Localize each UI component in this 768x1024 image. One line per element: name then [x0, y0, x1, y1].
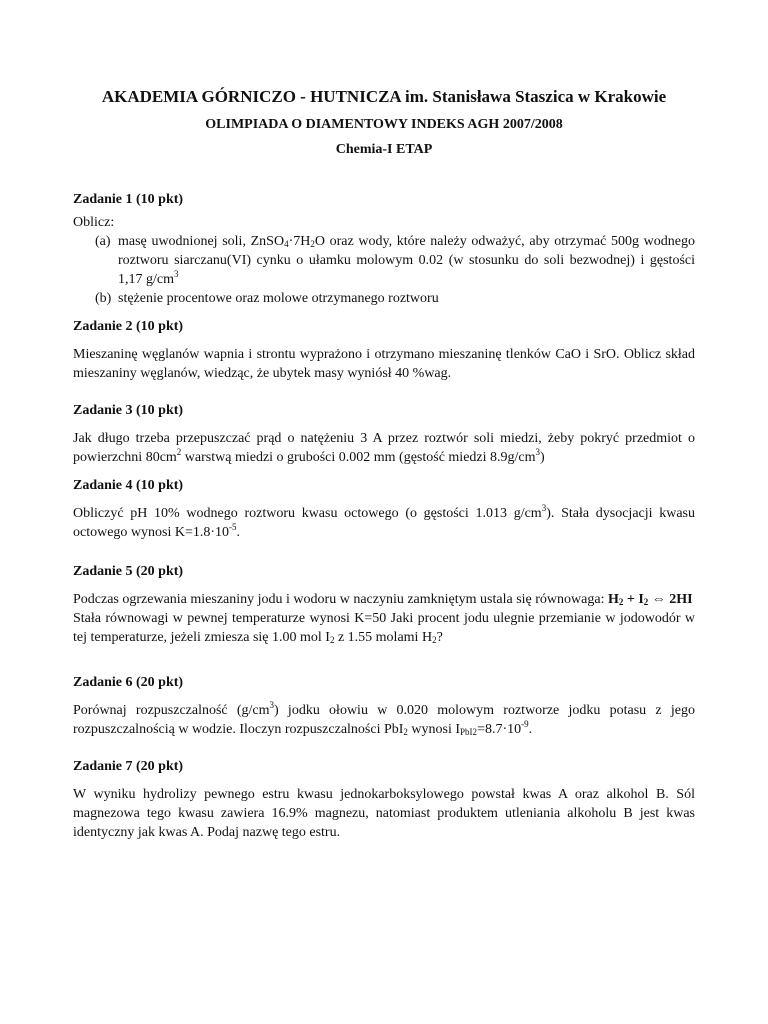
task-7-body: W wyniku hydrolizy pewnego estru kwasu jednokarboksylowego powstał kwas A oraz alkohol B. Sól magnezowa tego kwasu zawiera 16.9% magnezu, natomiast produktem utleniania alkoholu B jest kwas identyczny jak kwas A. Podaj nazwę tego estru. [73, 787, 695, 840]
task-5-body: Stała równowagi w pewnej temperaturze wynosi K=50 Jaki procent jodu ulegnie przemianie w jodowodór w tej temperaturze, jeżeli zmiesza się 1.00 mol $I_2$ z 1.55 molami $H_2$? [73, 611, 695, 645]
task-4-body: Obliczyć pH 10% wodnego roztworu kwasu octowego (o gęstości 1.013 $g/cm^3$). Stała dysocjacji kwasu octowego wynosi $K=1.8\cdot 10^{-5}$. [73, 503, 696, 540]
task-1-title: Zadanie 1 (10 pkt) [73, 192, 184, 207]
task-3 [73, 401, 695, 467]
task-5-equilibrium: Podczas ogrzewania mieszaniny jodu i wodoru w naczyniu zamkniętym ustala się równowaga: $H_2 + I_2$ ⇔ 2HI [73, 592, 693, 607]
task-4 [73, 476, 695, 542]
olympiad-title: OLIMPIADA O DIAMENTOWY INDEKS AGH 2007/2008 [205, 117, 563, 132]
item-b-label: (b) [95, 291, 112, 306]
task-3-body: Jak długo trzeba przepuszczać prąd o natężeniu 3 A przez roztwór soli miedzi, żeby pokryć przedmiot o powierzchni $80cm^2$ warstwą miedzi o grubości 0.002 mm (gęstość miedzi $8.9g/cm^3$) [73, 431, 695, 465]
task-6 [73, 673, 695, 739]
task-3-title: Zadanie 3 (10 pkt) [73, 403, 184, 418]
task-1 [73, 190, 695, 308]
stage-title: Chemia-I ETAP [335, 142, 433, 157]
task-2-body: Mieszaninę węglanów wapnia i strontu wyprażono i otrzymano mieszaninę tlenków CaO i SrO. Oblicz skład mieszaniny węglanów, wiedząc, że ubytek masy wyniósł 40 %wag. [73, 347, 695, 381]
task-6-title: Zadanie 6 (20 pkt) [73, 675, 184, 690]
task-6-body: Porównaj rozpuszczalność $(g/cm^3)$ jodku ołowiu w 0.020 molowym roztworze jodku potasu z jego rozpuszczalnością w wodzie. Iloczyn rozpuszczalności PbI$_2$ wynosi $I_{PbI2}=8.7\cdot 10^{-9}$. [73, 700, 695, 737]
task-5-title: Zadanie 5 (20 pkt) [73, 564, 184, 579]
institution-title: AKADEMIA GÓRNICZO - HUTNICZA im. Stanisława Staszica w Krakowie [101, 87, 667, 106]
task-2-title: Zadanie 2 (10 pkt) [73, 319, 184, 334]
task-7-title: Zadanie 7 (20 pkt) [73, 759, 184, 774]
task-1-item-a: (a) masę uwodnionej soli, $ZnSO_4\cdot 7H_2O$ oraz wody, które należy odważyć, aby otrzymać 500g wodnego roztworu siarczanu(VI) cynku o ułamku molowym 0.02 (w stosunku do soli bezwodnej) i gęstości 1,17 $g/cm^3$ [95, 234, 696, 287]
item-a-label: (a) [95, 234, 111, 249]
task-5 [73, 562, 695, 647]
task-1-item-b: (b) stężenie procentowe oraz molowe otrzymanego roztworu [95, 291, 439, 306]
task-4-title: Zadanie 4 (10 pkt) [73, 478, 184, 493]
task-1-intro: Oblicz: [73, 215, 115, 230]
task-7 [73, 757, 695, 842]
task-2 [73, 317, 695, 383]
